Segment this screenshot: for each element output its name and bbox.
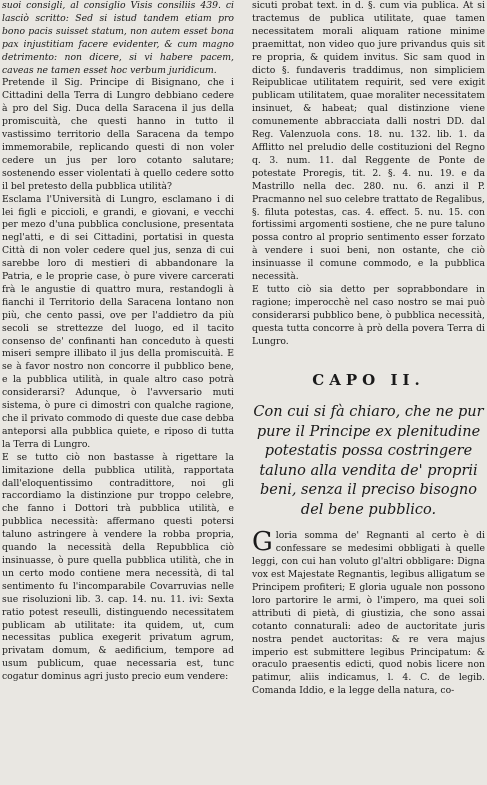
sicuti-paragraph: sicuti probat text. in d. §. cum via publica. At si tractemus de publica utilitate, quae tamen necessitatem morali aliquam ratione minime praemittat, non video quo jure privandus quis sit re propria, & quidem invitus. Sic sam quod in dicto §. fundaveris traddimus, non simpliciem Reipublicae utilitatem requirit, sed vere exigit publicam utilitatem, quae moraliter necessitatem insinuet, & habeat; qual distinzione viene comunemente abbracciata dalli nostri DD. dal Reg. Valenzuola cons. 18. nu. 132. lib. 1. da Afflitto nel preludio delle costituzioni del Regno q. 3. num. 11. dal Reggente de Ponte de potestate Proregis, tit. 2. §. 4. nu. 19. e da Mastrillo nella dec. 280. nu. 6. anzi il P. Pracmanno nel suo celebre trattato de Regalibus, §. filuta potestas, cas. 4. effect. 5. nu. 15. con fortissimi argomenti sostiene, che ne pure taluno possa contro al proprio sentimento esser forzato à vendere i suoi beni, non ostante, che ciò insinuasse il comune commodo, e la pubblica necessità. [252,0,485,283]
pretende-paragraph: Pretende il Sig. Principe di Bisignano, che i Cittadini della Terra di Lungro debbiano cedere à pro del Sig. Duca della Saracena il jus della promiscuità, che questi hanno in tutto il vastissimo territorio della Saracena da tempo immemorabile, replicando questi di non voler cedere un jus per loro cotanto salutare; sostenendo esser violentati à quello cedere sotto il bel pretesto della pubblica utilità? [2,77,234,192]
gloria-paragraph [252,527,485,698]
left-column [2,0,234,785]
gloria-text: loria somma de' Regnanti al certo è di confessare se medesimi obbligati à quelle leggi, con cui han voluto gl'altri obbligare: Digna vox est Majestate Regnantis, legibus alligatum se Principem profiteri; E gloria uguale non possono loro partorire le armi, ò l'impero, ma quei soli attributi di pietà, di giustizia, che sono assai cotanto connaturali: adeo de auctoritate juris nostra pendet auctoritas: & re vera majus imperio est submittere legibus Principatum: & oraculo praesentis edicti, quod nobis licere non patimur, aliis indicamus, l. 4. C. de legib. Comanda Iddio, e la legge della natura, co- [252,530,485,697]
intro-quote-paragraph: suoi consigli, al consiglio Visis consiliis 439. ci lasciò scritto: Sed si istud tandem etiam pro bono pacis suisset statum, non autem esset bona pax injustitiam facere evidenter, & cum magno detrimento: non dicere, si vi habere pacem, caveas ne tamen esset hoc verbum juridicum. [2,0,234,76]
drop-cap: G [252,527,273,558]
e-se-tutto-paragraph: E se tutto ciò non bastasse à rigettare la limitazione della pubblica utilità, rapportata dall'eloquentissimo contradittore, noi gli raccordiamo la distinzione pur troppo celebre, che fanno i Dottori trà pubblica utilità, e pubblica necessità: affermano questi potersi taluno astringere à vendere la robba propria, quando la necessità della Repubblica ciò insinuasse, ò pure quella pubblica utilità, che in un certo modo contiene mera necessità, di tal sentimento fu l'incomparabile Covarruvias nelle sue risoluzioni lib. 3. cap. 14. nu. 11. ivi: Sexta ratio potest reseulli, distinguendo necessitatem publicam ab utilitate: ita quidem, ut, cum necessitas publica exegerit privatum agrum, privatam domum, & aedificium, tempore ad usum publicum, quae necessaria est, tunc cogatur dominus agri justo precio eum vendere: [2,451,234,683]
chapter-heading: CAPO II. [312,371,425,390]
right-column [252,0,485,785]
e-tutto-paragraph: E tutto ciò sia detto per soprabbondare in ragione; imperocchè nel caso nostro se mai può considerarsi pubblico bene, ò pubblica necessità, questa tutta concorre à prò della povera Terra di Lungro. [252,283,485,347]
chapter-subtitle: Con cui si fà chiaro, che ne pur pure il Principe ex plenitudine potestatis possa costringere taluno alla vendita de' proprii beni, senza il preciso bisogno del bene pubblico. [253,404,484,518]
esclama-paragraph: Esclama l'Università di Lungro, esclamano i di lei figli e piccioli, e grandi, e giovani, e vecchi per mezo d'una pubblica conclusione, presentata negl'atti, e di sei Cittadini, portatisi in questa Città di non voler cedere quel jus, senza di cui sarebbe loro di mestieri di abbandonare la Patria, e le proprie case, ò pure vivere carcerati frà le angustie di quattro mura, restandogli à fianchi il Territorio della Saracena lontano non più, che cento passi, ove per l'addietro da più secoli se strettezze del luogo, ed il tacito consenso de' confinanti han conceduto à questi miseri sempre illibato il jus della promiscuità. E se à favor nostro non concorre il pubblico bene, e la pubblica utilità, in quale altro caso potrà considerarsi? Adunque, ò l'avversario muti sistema, ò pure ci dimostri con qualche ragione, che il privato commodo di queste due case debba anteporsi alla pubblica quiete, e riposo di tutta la Terra di Lungro. [2,193,234,450]
